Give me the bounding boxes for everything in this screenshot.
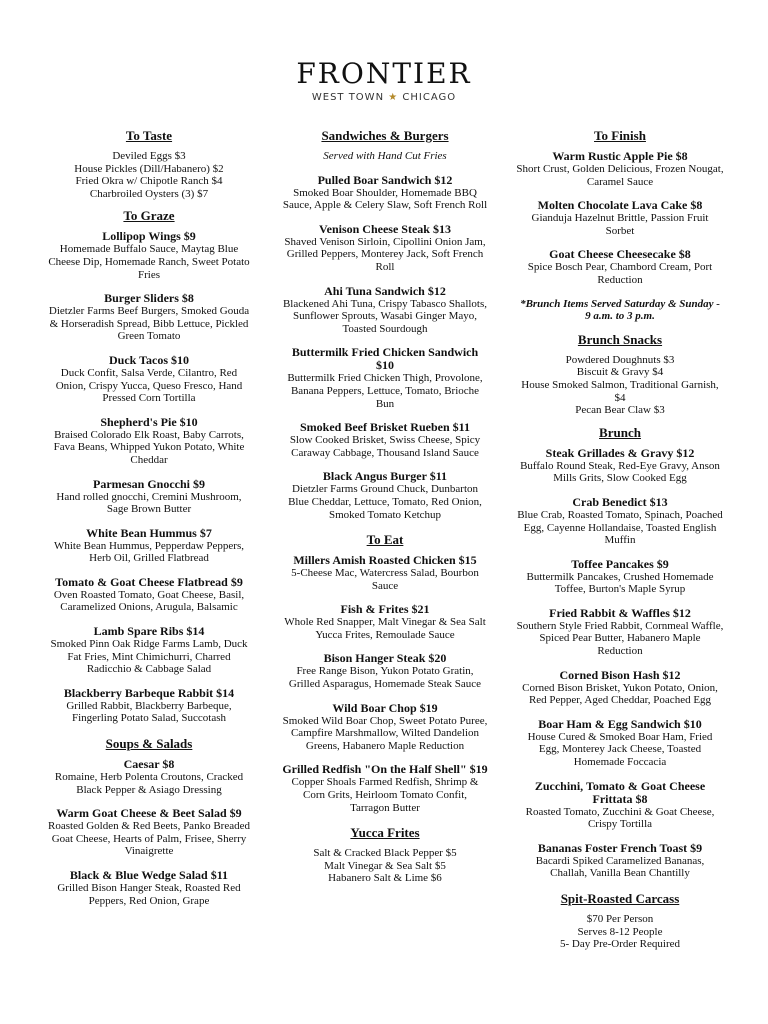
list-item: Habanero Salt & Lime $6 <box>328 872 442 885</box>
menu-column-right <box>516 124 724 959</box>
menu-item <box>282 603 488 641</box>
item-name: Fried Rabbit & Waffles $12 <box>549 605 691 620</box>
item-name: Warm Goat Cheese & Beet Salad $9 <box>56 806 242 821</box>
menu-item <box>282 470 488 521</box>
item-name: Caesar $8 <box>123 757 175 772</box>
menu-item <box>282 346 488 410</box>
menu-item <box>46 292 252 343</box>
menu-item <box>46 807 252 858</box>
yucca-frites-list <box>282 847 488 885</box>
menu-item <box>282 285 488 336</box>
brunch-snacks-list <box>516 354 724 417</box>
menu-item <box>516 150 724 188</box>
item-description: Blackened Ahi Tuna, Crispy Tabasco Shallots, Sunflower Sprouts, Wasabi Ginger Mayo, Toasted Sourdough <box>282 297 488 335</box>
section-title-brunch: Brunch <box>599 424 641 440</box>
item-name: Crab Benedict $13 <box>572 494 668 509</box>
list-item: Biscuit & Gravy $4 <box>576 366 664 379</box>
item-name: Venison Cheese Steak $13 <box>319 221 451 236</box>
item-description: Braised Colorado Elk Roast, Baby Carrots, Fava Beans, Whipped Yukon Potato, White Cheddar <box>53 428 245 466</box>
item-name: Zucchini, Tomato & Goat Cheese Frittata $8 <box>534 778 706 806</box>
item-name: Buttermilk Fried Chicken Sandwich $10 <box>291 345 479 373</box>
restaurant-logo <box>0 58 768 103</box>
item-description: Free Range Bison, Yukon Potato Gratin, Grilled Asparagus, Homemade Steak Sauce <box>288 665 482 691</box>
logo-subtitle <box>0 92 768 103</box>
item-name: Wild Boar Chop $19 <box>332 700 438 715</box>
menu-item <box>282 421 488 459</box>
item-name: Steak Grillades & Gravy $12 <box>545 445 695 460</box>
list-item: $70 Per Person <box>586 913 654 925</box>
menu-item <box>516 669 724 707</box>
menu-column-left <box>46 124 252 918</box>
item-description: Buttermilk Pancakes, Crushed Homemade Toffee, Burton's Maple Syrup <box>526 570 714 596</box>
section-title-to-taste: To Taste <box>125 128 173 143</box>
menu-item <box>282 763 488 814</box>
item-description: Shaved Venison Sirloin, Cipollini Onion Jam, Grilled Peppers, Monterey Jack, Soft French Roll <box>284 235 486 273</box>
item-name: Pulled Boar Sandwich $12 <box>317 172 453 187</box>
item-name: Blackberry Barbeque Rabbit $14 <box>63 685 235 700</box>
menu-item <box>516 842 724 880</box>
menu-item <box>516 780 724 831</box>
menu-item <box>46 758 252 796</box>
item-name: Fish & Frites $21 <box>340 602 430 617</box>
section-title-to-graze: To Graze <box>123 208 175 224</box>
menu-item <box>516 607 724 658</box>
item-description: Hand rolled gnocchi, Cremini Mushroom, Sage Brown Butter <box>56 490 242 516</box>
logo-subtitle-right: CHICAGO <box>402 92 457 103</box>
item-description: Copper Shoals Farmed Redfish, Shrimp & Corn Grits, Heirloom Tomato Confit, Tarragon Butter <box>291 776 479 814</box>
menu-item <box>516 496 724 547</box>
item-description: Duck Confit, Salsa Verde, Cilantro, Red Onion, Crispy Yucca, Queso Fresco, Hand Pressed Corn Tortilla <box>55 366 243 405</box>
item-description: Spice Bosch Pear, Chambord Cream, Port Reduction <box>527 261 713 286</box>
item-name: Lamb Spare Ribs $14 <box>93 624 205 639</box>
section-note: Served with Hand Cut Fries <box>323 150 447 162</box>
menu-item <box>46 687 252 725</box>
section-title-spit-roasted-carcass: Spit-Roasted Carcass <box>560 891 680 906</box>
item-description: Dietzler Farms Beef Burgers, Smoked Gouda & Horseradish Spread, Bibb Lettuce, Pickled Green Tomato <box>48 305 250 343</box>
item-name: Black & Blue Wedge Salad $11 <box>69 868 229 882</box>
item-description: Grilled Rabbit, Blackberry Barbeque, Fingerling Potato Salad, Succotash <box>66 699 232 725</box>
section-title-yucca-frites: Yucca Frites <box>350 825 420 841</box>
item-description: Blue Crab, Roasted Tomato, Spinach, Poached Egg, Cayenne Hollandaise, Toasted English Muffin <box>517 508 723 547</box>
menu-item <box>282 223 488 274</box>
item-description: Dietzler Farms Ground Chuck, Dunbarton Blue Cheddar, Lettuce, Tomato, Red Onion, Smoked Tomato Ketchup <box>288 483 482 521</box>
item-name: Molten Chocolate Lava Cake $8 <box>537 198 703 213</box>
menu-item <box>46 354 252 405</box>
list-item: House Pickles (Dill/Habanero) $2 <box>74 162 224 175</box>
item-name: Grilled Redfish "On the Half Shell" $19 <box>282 762 488 777</box>
item-name: Toffee Pancakes $9 <box>571 556 669 571</box>
item-description: Buttermilk Fried Chicken Thigh, Provolone, Banana Peppers, Lettuce, Tomato, Brioche Bun <box>287 372 483 410</box>
item-description: Short Crust, Golden Delicious, Frozen Nougat, Caramel Sauce <box>516 163 724 188</box>
item-name: Ahi Tuna Sandwich $12 <box>324 283 446 298</box>
list-item: Fried Okra w/ Chipotle Ranch $4 <box>75 175 223 188</box>
item-description: House Cured & Smoked Boar Ham, Fried Egg, Monterey Jack Cheese, Toasted Homemade Foccacia <box>527 730 713 769</box>
item-description: Romaine, Herb Polenta Croutons, Cracked Black Pepper & Asiago Dressing <box>54 771 244 796</box>
list-item: Charbroiled Oysters (3) $7 <box>89 187 209 200</box>
section-title-to-finish: To Finish <box>594 128 646 143</box>
star-icon: ★ <box>388 92 399 103</box>
to-taste-list <box>46 150 252 200</box>
list-item: Salt & Cracked Black Pepper $5 <box>313 847 457 860</box>
menu-item <box>282 174 488 212</box>
logo-title: FRONTIER <box>296 57 472 90</box>
item-name: Goat Cheese Cheesecake $8 <box>549 247 691 262</box>
item-name: Boar Ham & Egg Sandwich $10 <box>538 716 702 731</box>
menu-item <box>46 527 252 565</box>
menu-item <box>516 558 724 596</box>
item-name: Bananas Foster French Toast $9 <box>537 840 703 855</box>
item-description: Smoked Boar Shoulder, Homemade BBQ Sauce, Apple & Celery Slaw, Soft French Roll <box>282 186 488 212</box>
item-name: Lollipop Wings $9 <box>102 229 196 244</box>
item-description: Oven Roasted Tomato, Goat Cheese, Basil, Caramelized Onions, Arugula, Balsamic <box>53 588 245 614</box>
menu-item <box>46 416 252 467</box>
item-name: Warm Rustic Apple Pie $8 <box>552 149 688 163</box>
item-description: Roasted Tomato, Zucchini & Goat Cheese, Crispy Tortilla <box>525 805 715 831</box>
menu-item <box>46 625 252 676</box>
item-name: White Bean Hummus $7 <box>86 525 212 540</box>
item-description: White Bean Hummus, Pepperdaw Peppers, Herb Oil, Grilled Flatbread <box>53 539 244 565</box>
list-item: Malt Vinegar & Sea Salt $5 <box>324 859 446 872</box>
item-name: Parmesan Gnocchi $9 <box>93 476 205 491</box>
section-title-to-eat: To Eat <box>366 532 404 548</box>
item-name: Shepherd's Pie $10 <box>100 414 198 429</box>
menu-item <box>46 869 252 907</box>
item-description: 5-Cheese Mac, Watercress Salad, Bourbon Sauce <box>291 567 479 592</box>
item-description: Homemade Buffalo Sauce, Maytag Blue Cheese Dip, Homemade Ranch, Sweet Potato Fries <box>48 243 250 281</box>
menu-item <box>516 718 724 769</box>
menu-item <box>46 576 252 614</box>
item-name: Black Angus Burger $11 <box>322 469 448 484</box>
item-description: Corned Bison Brisket, Yukon Potato, Onion, Red Pepper, Aged Cheddar, Poached Egg <box>522 681 718 707</box>
item-name: Burger Sliders $8 <box>104 291 194 306</box>
logo-subtitle-left: WEST TOWN <box>311 92 385 103</box>
menu-column-center <box>282 124 488 893</box>
menu-item <box>282 652 488 690</box>
list-item: Pecan Bear Claw $3 <box>575 404 665 417</box>
item-name: Duck Tacos $10 <box>108 352 190 367</box>
item-description: Smoked Pinn Oak Ridge Farms Lamb, Duck Fat Fries, Mint Chimichurri, Charred Radicchio & Cabbage Salad <box>50 638 248 676</box>
item-description: Grilled Bison Hanger Steak, Roasted Red Peppers, Red Onion, Grape <box>57 882 241 907</box>
section-title-sandwiches-burgers: Sandwiches & Burgers <box>321 128 449 143</box>
item-name: Corned Bison Hash $12 <box>559 667 681 682</box>
item-description: Southern Style Fried Rabbit, Cornmeal Waffle, Spiced Pear Butter, Habanero Maple Reduction <box>516 619 724 658</box>
carcass-details <box>516 913 724 951</box>
menu-item <box>516 199 724 237</box>
item-name: Smoked Beef Brisket Rueben $11 <box>299 420 470 435</box>
brunch-hours-note: *Brunch Items Served Saturday & Sunday - 9 a.m. to 3 p.m. <box>520 297 720 323</box>
menu-item <box>282 554 488 592</box>
menu-item <box>46 230 252 281</box>
item-name: Bison Hanger Steak $20 <box>323 651 447 666</box>
list-item: Serves 8-12 People <box>577 925 663 938</box>
menu-item <box>282 702 488 753</box>
list-item: Deviled Eggs $3 <box>112 150 186 162</box>
item-description: Whole Red Snapper, Malt Vinegar & Sea Salt Yucca Frites, Remoulade Sauce <box>284 616 486 641</box>
item-description: Smoked Wild Boar Chop, Sweet Potato Puree, Campfire Marshmallow, Wilted Dandelion Greens, Habanero Maple Reduction <box>282 714 488 752</box>
list-item: Powdered Doughnuts $3 <box>565 353 675 366</box>
item-description: Buffalo Round Steak, Red-Eye Gravy, Anson Mills Grits, Slow Cooked Egg <box>520 459 720 485</box>
section-title-soups-salads: Soups & Salads <box>105 736 193 752</box>
menu-item <box>46 478 252 516</box>
item-description: Roasted Golden & Red Beets, Panko Breaded Goat Cheese, Hearts of Palm, Frisee, Sherry Vinaigrette <box>48 820 250 858</box>
menu-item <box>516 447 724 485</box>
item-description: Gianduja Hazelnut Brittle, Passion Fruit Sorbet <box>531 212 709 237</box>
item-name: Millers Amish Roasted Chicken $15 <box>293 553 477 568</box>
item-description: Slow Cooked Brisket, Swiss Cheese, Spicy Caraway Cabbage, Thousand Island Sauce <box>289 434 481 459</box>
item-name: Tomato & Goat Cheese Flatbread $9 <box>55 574 243 589</box>
menu-item <box>516 248 724 286</box>
list-item: 5- Day Pre-Order Required <box>559 938 681 951</box>
section-title-brunch-snacks: Brunch Snacks <box>577 331 663 347</box>
item-description: Bacardi Spiked Caramelized Bananas, Challah, Vanilla Bean Chantilly <box>535 854 705 880</box>
list-item: House Smoked Salmon, Traditional Garnish, $4 <box>521 378 719 404</box>
